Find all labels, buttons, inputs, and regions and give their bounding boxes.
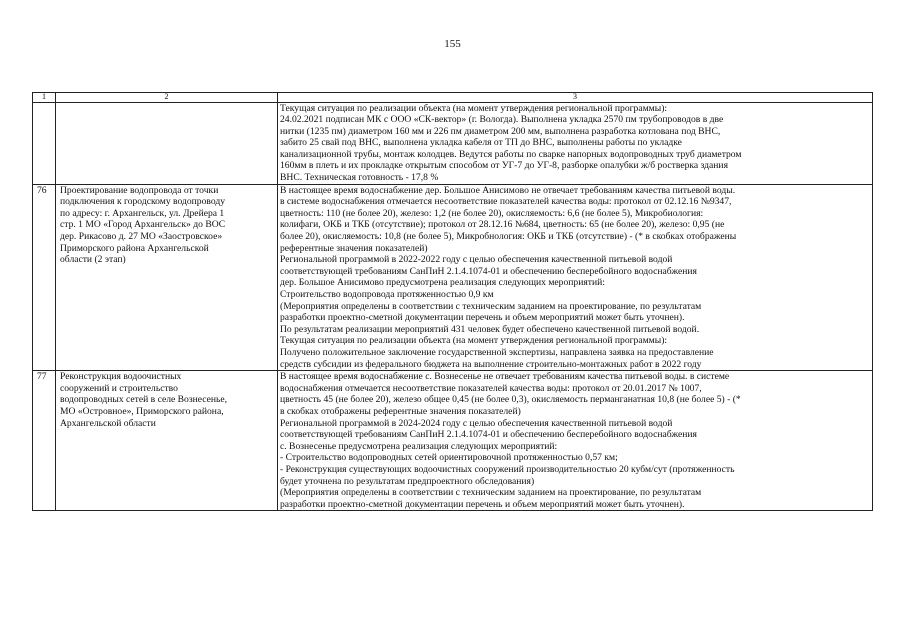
text-line: забито 25 свай под ВНС, выполнена укладка кабеля от ТП до ВНС, выполнены работы по укладке (280, 137, 682, 149)
text-line: с. Вознесенье предусмотрена реализация следующих мероприятий: (280, 440, 558, 452)
text-line: Региональной программой в 2022-2022 году с целью обеспечения качественной питьевой водой (280, 254, 673, 266)
text-line: В настоящее время водоснабжение с. Вознесенье не отвечает требованиям качества питьевой воды. в системе (280, 371, 730, 383)
text-line: - Реконструкция существующих водоочистных сооружений производительностью 20 кубм/сут (протяженность (280, 463, 735, 475)
text-line: Региональной программой в 2024-2024 году с целью обеспечения качественной питьевой водой (280, 417, 673, 429)
project-description (278, 102, 873, 184)
project-description (278, 184, 873, 371)
projects-table (32, 92, 873, 511)
text-line: цветность: 110 (не более 20), железо: 1,2 (не более 20), окисляемость: 6,6 (не более 5), Микробиология: (280, 207, 704, 219)
text-line: 24.02.2021 подписан МК с ООО «СК-вектор» (г. Вологда). Выполнена укладка 2570 пм трубопроводов в две (280, 114, 724, 126)
text-line: референтные значения показателей) (280, 242, 428, 254)
text-line: подключения к городскому водопроводу (60, 196, 226, 208)
table-row (33, 184, 873, 371)
text-line: Реконструкция водоочистных (60, 371, 182, 383)
text-line: Проектирование водопровода от точки (60, 184, 219, 196)
text-line: более 20), окисляемость: 10,8 (не более 5), Микробнология: ОКБ и ТКБ (отсутствие) - (* в скобках отображены (280, 231, 737, 243)
page-number: 155 (444, 38, 461, 50)
text-line: в скобках отображены референтные значения показателей) (280, 405, 521, 417)
text-line: области (2 этап) (60, 254, 126, 266)
project-name (56, 184, 278, 371)
text-line: разработки проектно-сметной документации перечень и объем мероприятий может быть уточнен). (280, 498, 685, 510)
text-line: средств субсидии из федерального бюджета на выполнение строительно-монтажных работ в 2022 году (280, 358, 702, 370)
text-line: водопроводных сетей в селе Вознесенье, (60, 394, 228, 406)
text-line: по адресу: г. Архангельск, ул. Дрейера 1 (60, 207, 225, 219)
table-header-row (33, 93, 873, 103)
text-line: Архангельской области (60, 417, 156, 429)
text-line: стр. 1 МО «Город Архангельск» до ВОС (60, 219, 226, 231)
project-description (278, 371, 873, 511)
text-line: водоснабжения отмечается несоответствие показателей качества воды: протокол от 20.01.2017 № 1007, (280, 382, 702, 394)
table-row (33, 102, 873, 184)
text-line: МО «Островное», Приморского района, (60, 405, 224, 417)
header-col-3: 3 (278, 93, 873, 103)
text-line: разработки проектно-сметной документации перечень и объем мероприятий может быть уточнен). (280, 312, 685, 324)
text-line: По результатам реализации мероприятий 431 человек будет обеспечено качественной питьевой водой. (280, 323, 700, 335)
text-line: Строительство водопровода протяженностью 0,9 км (280, 289, 494, 300)
text-line: 160мм в плеть и их прокладке открытым способом от УГ-7 до УГ-8, разборке опалубки ж/б ростверка здания (280, 160, 728, 172)
text-line: цветность 45 (не более 20), железо общее 0,45 (не более 0,3), окисляемость перманганатная 10,8 (не более 5) - (* (280, 394, 741, 406)
header-col-1: 1 (33, 93, 56, 103)
text-line: - Строительство водопроводных сетей ориентировочной протяженностью 0,57 км; (280, 452, 618, 464)
text-line: соответствующей требованиям СанПиН 2.1.4.1074-01 и обеспечению бесперебойного водоснабжения (280, 265, 697, 277)
table-row (33, 371, 873, 511)
text-line: сооружений и строительство (60, 382, 178, 394)
header-col-2: 2 (56, 93, 278, 103)
row-number (33, 102, 56, 184)
project-name (56, 102, 278, 184)
text-line: канализационной трубы, монтаж колодцев. Ведутся работы по сварке напорных водопроводных труб диаметром (280, 148, 742, 160)
project-name (56, 371, 278, 511)
text-line: ВНС. Техническая готовность - 17,8 % (280, 172, 439, 184)
text-line: В настоящее время водоснабжение дер. Большое Анисимово не отвечает требованиям качества питьевой воды. (280, 184, 736, 196)
text-line: нитки (1235 пм) диаметром 160 мм и 226 пм диаметром 200 мм, выполнена разработка котлована под ВНС, (280, 125, 721, 137)
text-line: Текущая ситуация по реализации объекта (на момент утверждения региональной программы): (280, 335, 668, 347)
text-line: колифаги, ОКБ и ТКБ (отсутствие); протокол от 28.12.16 №684, цветность: 65 (не более 20), железо: 0,95 (не (280, 219, 725, 231)
text-line: будет уточнена по результатам предпроектного обследования) (280, 475, 535, 487)
row-number: 77 (33, 371, 56, 511)
text-line: Приморского района Архангельской (60, 242, 209, 254)
text-line: (Мероприятия определены в соответствии с техническим заданием на проектирование, по результатам (280, 487, 702, 499)
text-line: (Мероприятия определены в соответствии с техническим заданием на проектирование, по результатам (280, 300, 702, 312)
text-line: соответствующей требованиям СанПиН 2.1.4.1074-01 и обеспечению бесперебойного водоснабжения (280, 429, 697, 441)
text-line: дер. Большое Анисимово предусмотрена реализация следующих мероприятий: (280, 277, 605, 289)
text-line: Текущая ситуация по реализации объекта (на момент утверждения региональной программы): (280, 102, 668, 114)
text-line: в системе водоснабжения отмечается несоответствие показателей качества воды: протокол от 02.12.16 №9347, (280, 196, 732, 208)
row-number: 76 (33, 184, 56, 371)
text-line: Получено положительное заключение государственной экспертизы, направлена заявка на предоставление (280, 346, 714, 358)
text-line: дер. Рикасово д. 27 МО «Заостровское» (60, 231, 223, 243)
